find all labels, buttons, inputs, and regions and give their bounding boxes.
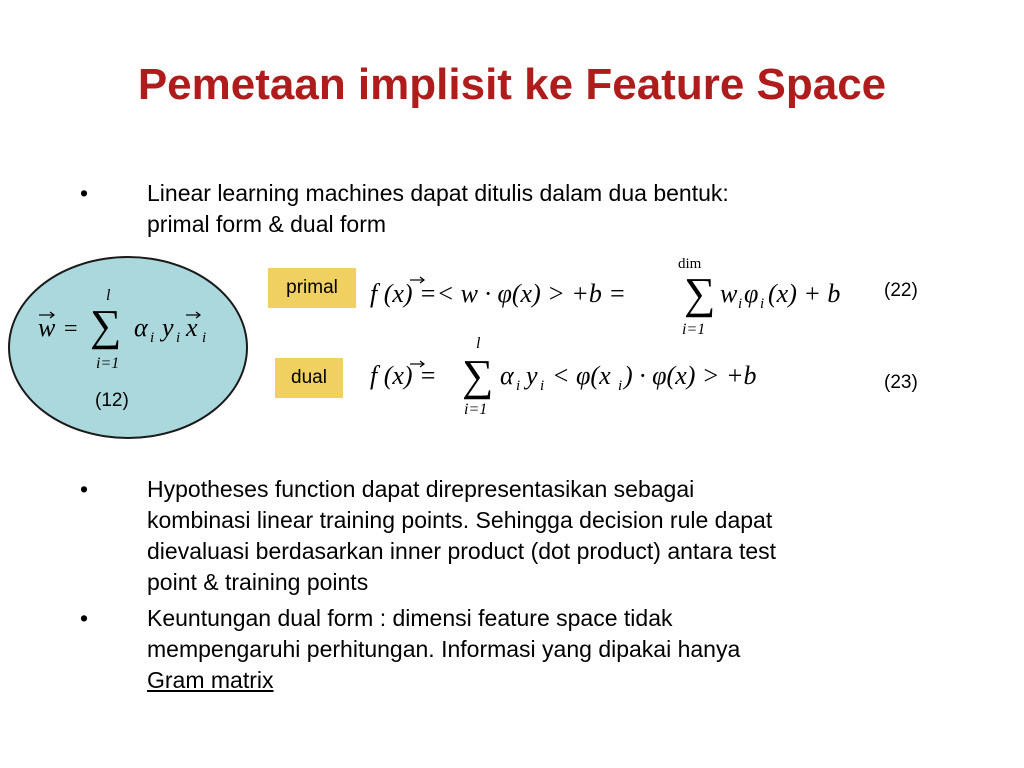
svg-text:i: i xyxy=(738,296,743,312)
svg-text:f (x) =: f (x) = xyxy=(370,361,437,390)
slide-title: Pemetaan implisit ke Feature Space xyxy=(137,60,887,109)
svg-text:i: i xyxy=(760,296,765,312)
sum-lower: i=1 xyxy=(96,355,120,372)
svg-text:α: α xyxy=(500,361,514,390)
svg-text:i: i xyxy=(176,330,181,346)
svg-text:< φ(x: < φ(x xyxy=(552,361,611,390)
equation-number-23: (23) xyxy=(884,372,918,393)
svg-text:i: i xyxy=(618,378,623,394)
bullet-text-line: primal form & dual form xyxy=(147,211,387,237)
bullet-marker: • xyxy=(80,476,89,502)
bullet-text-line: Keuntungan dual form : dimensi feature space tidak xyxy=(147,605,673,631)
sum-upper: l xyxy=(476,335,481,352)
svg-text:) · φ(x) > +b: ) · φ(x) > +b xyxy=(624,361,757,390)
svg-text:y: y xyxy=(526,361,538,390)
bullet-text-line: dievaluasi berdasarkan inner product (dot product) antara test xyxy=(147,538,777,564)
equation-number-12: (12) xyxy=(95,390,129,411)
primal-equation xyxy=(366,252,866,342)
equation-number-22: (22) xyxy=(884,280,918,301)
gram-matrix-link[interactable]: Gram matrix xyxy=(147,667,274,693)
bullet-dual-advantage xyxy=(80,603,980,698)
bullet-hypotheses xyxy=(80,474,980,600)
sum-lower: i=1 xyxy=(682,321,706,338)
svg-text:(x) + b: (x) + b xyxy=(768,279,841,308)
bullet-text-line: mempengaruhi perhitungan. Informasi yang dipakai hanya xyxy=(147,636,741,662)
svg-text:f (x) =< w · φ(x) > +b =: f (x) =< w · φ(x) > +b = xyxy=(370,279,626,308)
svg-text:∑: ∑ xyxy=(462,351,494,400)
bullet-marker: • xyxy=(80,180,89,206)
svg-text:y: y xyxy=(162,313,174,342)
dual-equation xyxy=(366,334,806,424)
bullet-primal-dual xyxy=(80,178,980,242)
svg-text:x: x xyxy=(186,313,198,342)
svg-text:=: = xyxy=(64,316,78,342)
bullet-text-line: point & training points xyxy=(147,569,369,595)
dual-label: dual xyxy=(275,358,343,398)
bullet-text-line: kombinasi linear training points. Sehingga decision rule dapat xyxy=(147,507,773,533)
bullet-text-line: Linear learning machines dapat ditulis dalam dua bentuk: xyxy=(147,180,729,206)
sum-lower: i=1 xyxy=(464,401,488,418)
svg-text:i: i xyxy=(202,330,207,346)
svg-text:∑: ∑ xyxy=(684,269,716,318)
bullet-marker: • xyxy=(80,605,89,631)
svg-text:φ: φ xyxy=(744,279,759,308)
weight-equation xyxy=(30,282,230,372)
svg-text:α: α xyxy=(134,313,148,342)
bullet-text-line: Hypotheses function dapat direpresentasikan sebagai xyxy=(147,476,695,502)
svg-text:i: i xyxy=(150,330,155,346)
sum-upper: l xyxy=(106,287,111,304)
svg-text:w: w xyxy=(38,313,56,342)
svg-text:∑: ∑ xyxy=(90,301,122,350)
svg-text:w: w xyxy=(720,279,738,308)
svg-text:i: i xyxy=(516,378,521,394)
sum-upper: dim xyxy=(678,256,702,272)
primal-label: primal xyxy=(268,268,356,308)
svg-text:i: i xyxy=(540,378,545,394)
